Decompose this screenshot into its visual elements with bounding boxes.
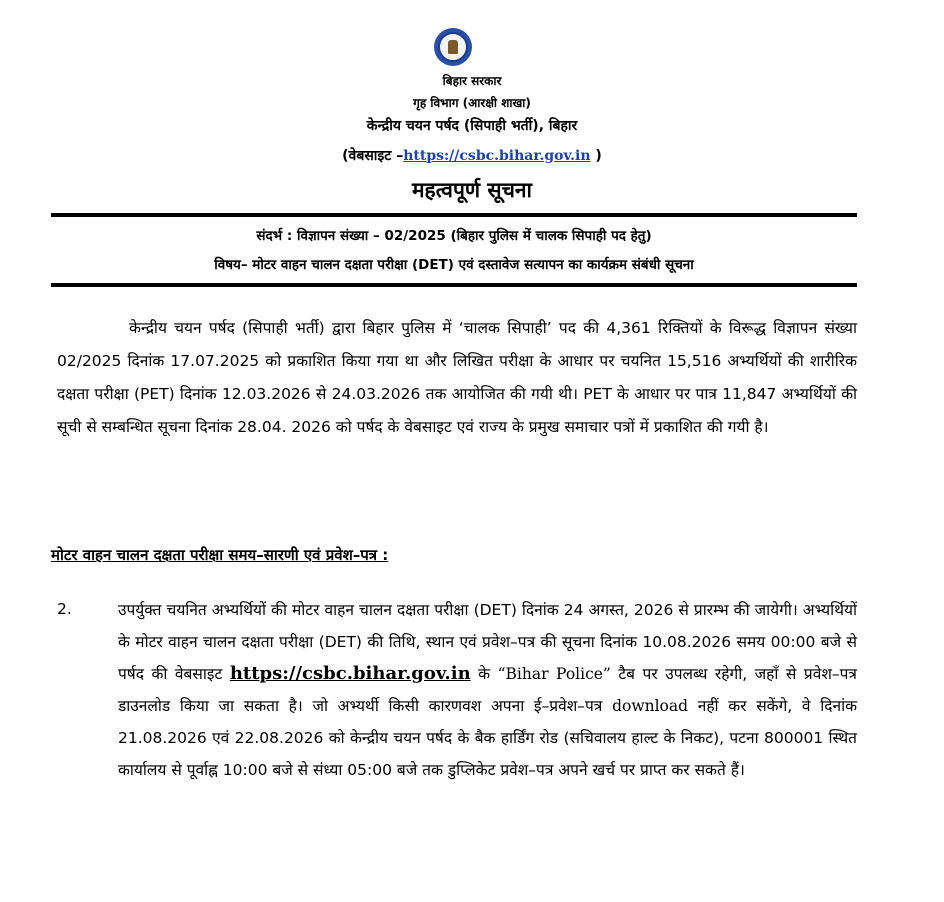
intro-text: केन्द्रीय चयन पर्षद (सिपाही भर्ती) द्वारा बिहार पुलिस में ‘चालक सिपाही’ पद की 4,361 रिक्तियों के विरूद्ध विज्ञापन संख्या 02/2025 दिनांक 17.07.2025 को प्रकाशित किया गया था और लिखित परीक्षा के आधार पर चयनित 15,516 अभ्यर्थियों की शारीरिक दक्षता परीक्षा (PET) दिनांक 12.03.2026 से 24.03.2026 तक आयोजित की गयी थी। PET के आधार पर पात्र 11,847 अभ्यर्थियों की सूची से सम्बन्धित सूचना दिनांक 28.04. 2026 को पर्षद के वेबसाइट एवं राज्य के प्रमुख समाचार पत्रों में प्रकाशित की गयी है। — [57, 319, 857, 436]
section-heading: मोटर वाहन चालन दक्षता परीक्षा समय–सारणी एवं प्रवेश–पत्र : — [51, 546, 389, 564]
website-link[interactable]: https://csbc.bihar.gov.in — [403, 148, 591, 164]
item-text-part3: टैब पर उपलब्ध रहेगी, जहाँ से प्रवेश–पत्र डाउनलोड किया जा सकता है। जो अभ्यर्थी किसी कारणवश अपना ई–प्रवेश–पत्र — [118, 665, 857, 715]
item-website-link[interactable]: https://csbc.bihar.gov.in — [229, 663, 471, 684]
item-paragraph — [118, 594, 857, 786]
bihar-emblem-logo — [434, 28, 472, 66]
board-name: केन्द्रीय चयन पर्षद (सिपाही भर्ती), बिहार — [366, 118, 578, 134]
notice-title: महत्वपूर्ण सूचना — [412, 178, 532, 202]
tab-name: “Bihar Police” — [497, 665, 611, 683]
intro-paragraph — [57, 312, 857, 444]
item-text-part2: के — [470, 665, 498, 683]
govt-name: बिहार सरकार — [442, 74, 502, 88]
website-line — [0, 146, 944, 165]
top-divider — [51, 213, 857, 217]
website-suffix: ) — [590, 148, 602, 164]
download-word: download — [612, 697, 689, 715]
item-text-part4: नहीं कर सकेंगे, वे दिनांक 21.08.2026 एवं 22.08.2026 को केन्द्रीय चयन पर्षद के बैक हार्डिंग रोड (सचिवालय हाल्ट के निकट), पटना 800001 स्थित कार्यालय से पूर्वाह्न 10:00 बजे से संध्या 05:00 बजे तक डुप्लिकेट प्रवेश–पत्र अपने खर्च पर प्राप्त कर सकते हैं। — [118, 697, 857, 779]
subject-line: विषय– मोटर वाहन चालन दक्षता परीक्षा (DET) एवं दस्तावेज सत्यापन का कार्यक्रम संबंधी सूचना — [214, 257, 694, 273]
item-number: 2. — [57, 600, 72, 618]
website-prefix: (वेबसाइट – — [342, 148, 404, 164]
department-name: गृह विभाग (आरक्षी शाखा) — [413, 96, 531, 110]
item-text-part1: उपर्युक्त चयनित अभ्यर्थियों की मोटर वाहन चालन दक्षता परीक्षा (DET) दिनांक 24 अगस्त, 2026 से प्रारम्भ की जायेगी। अभ्यर्थियों के मोटर वाहन चालन दक्षता परीक्षा (DET) की तिथि, स्थान एवं प्रवेश–पत्र की सूचना दिनांक 10.08.2026 समय 00:00 बजे से पर्षद की वेबसाइट — [118, 601, 857, 683]
reference-line: संदर्भ : विज्ञापन संख्या – 02/2025 (बिहार पुलिस में चालक सिपाही पद हेतु) — [256, 228, 652, 244]
bottom-divider — [51, 283, 857, 287]
